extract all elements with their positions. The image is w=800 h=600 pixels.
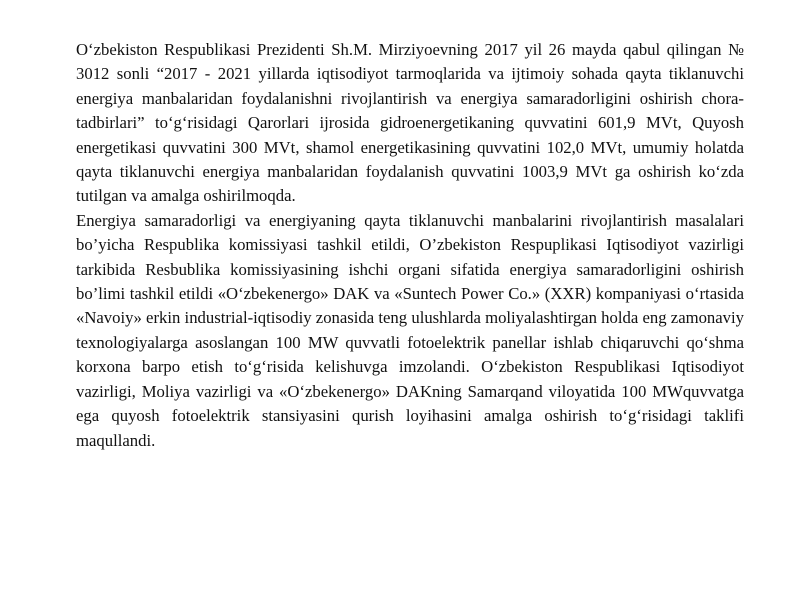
document-text: [76, 38, 744, 453]
paragraph-2: Energiya samaradorligi va energiyaning qayta tiklanuvchi manbalarini rivojlantirish masalalari bo’yicha Respublika komissiyasi tashkil etildi, O’zbekiston Respuplikasi Iqtisodiyot vazirligi tarkibida Resbublika komissiyasining ishchi organi sifatida energiya samaradorligini oshirish bo’limi tashkil etildi «O‘zbekenergo» DAK va «Suntech Power Co.» (XXR) kompaniyasi o‘rtasida «Navoiy» erkin industrial-iqtisodiy zonasida teng ulushlarda moliyalashtirgan holda eng zamonaviy texnologiyalarga asoslangan 100 MW quvvatli fotoelektrik panellar ishlab chiqaruvchi qo‘shma korxona barpo etish to‘g‘risida kelishuvga imzolandi. O‘zbekiston Respublikasi Iqtisodiyot vazirligi, Moliya vazirligi va «O‘zbekenergo» DAKning Samarqand viloyatida 100 MWquvvatga ega quyosh fotoelektrik stansiyasini qurish loyihasini amalga oshirish to‘g‘risidagi taklifi maqullandi.: [76, 210, 744, 450]
paragraph-1: O‘zbekiston Respublikasi Prezidenti Sh.M. Mirziyoevning 2017 yil 26 mayda qabul qilingan № 3012 sonli “2017 - 2021 yillarda iqtisodiyot tarmoqlarida va ijtimoiy sohada qayta tiklanuvchi energiya manbalaridan foydalanishni rivojlantirish va energiya samaradorligini oshirish chora-tadbirlari” to‘g‘risidagi Qarorlari ijrosida gidroenergetikaning quvvatini 601,9 MVt, Quyosh energetikasi quvvatini 300 MVt, shamol energetikasining quvvatini 102,0 MVt, umumiy holatda qayta tiklanuvchi energiya manbalaridan foydalanish quvvatini 1003,9 MVt ga oshirish ko‘zda tutilgan va amalga oshirilmoqda.: [76, 40, 744, 206]
